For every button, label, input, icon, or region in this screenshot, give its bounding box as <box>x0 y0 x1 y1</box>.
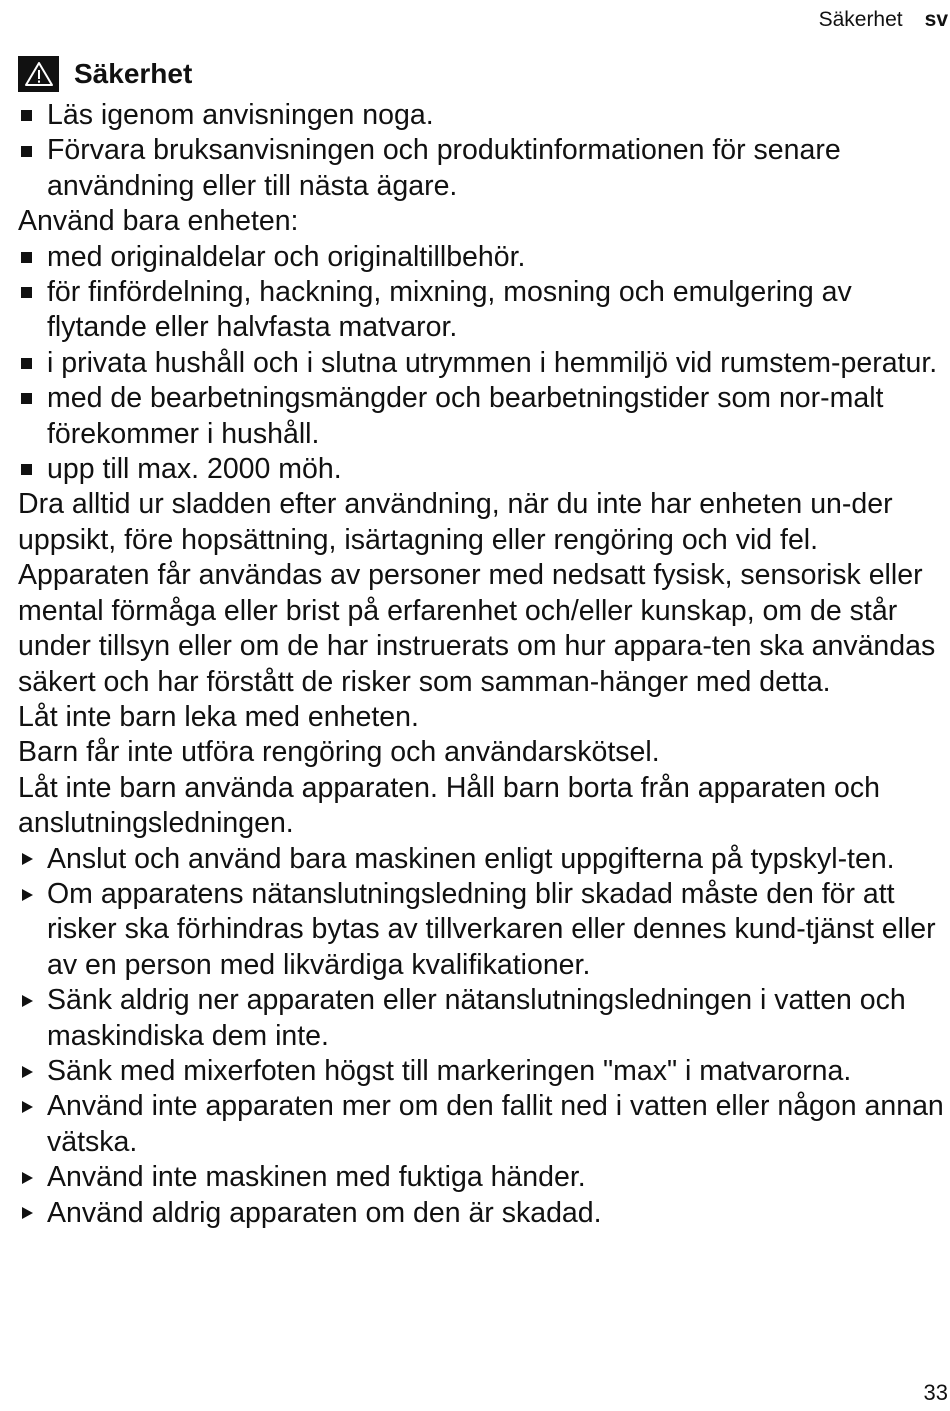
list-item <box>18 381 944 452</box>
instruction-text: Anslut och använd bara maskinen enligt uppgifterna på typskyl-ten. <box>47 842 895 875</box>
paragraph-persons: Apparaten får användas av personer med nedsatt fysisk, sensorisk eller mental förmåga eller brist på erfarenhet och/eller kunskap, om de står under tillsyn eller om de har instruerats om hur appara-ten ska användas säkert och har förstått de risker som samman-hänger med detta. <box>18 559 936 698</box>
list-item <box>18 133 944 204</box>
instruction-text: Använd inte maskinen med fuktiga händer. <box>47 1161 586 1194</box>
page-number: 33 <box>923 1380 948 1405</box>
instruction-item <box>18 877 944 983</box>
triangle-arrow-icon <box>19 1160 39 1195</box>
instruction-text: Om apparatens nätanslutningsledning blir skadad måste den för att risker ska förhindras bytas av tillverkaren eller dennes kund-tjänst eller av en person med likvärdiga kvalifikationer. <box>47 877 936 981</box>
instruction-item <box>18 1089 944 1160</box>
paragraph-children-use: Låt inte barn använda apparaten. Håll barn borta från apparaten och anslutningsledningen. <box>18 771 880 840</box>
list-item-text: Förvara bruksanvisningen och produktinformationen för senare användning eller till nästa ägare. <box>47 134 841 202</box>
section-title: Säkerhet <box>74 58 193 90</box>
intro-bullet-list <box>18 98 944 204</box>
instruction-text: Sänk med mixerfoten högst till markeringen "max" i matvarorna. <box>47 1054 852 1087</box>
warning-triangle-icon <box>18 56 59 92</box>
running-header-lang: sv <box>924 8 948 31</box>
running-header <box>819 6 948 34</box>
section-heading <box>18 56 944 92</box>
square-bullet-icon <box>19 98 39 133</box>
list-item-text: upp till max. 2000 möh. <box>47 453 342 486</box>
triangle-arrow-icon <box>19 1054 39 1089</box>
list-item <box>18 98 944 133</box>
list-item <box>18 240 944 275</box>
triangle-arrow-icon <box>19 1089 39 1124</box>
paragraph-children-play: Låt inte barn leka med enheten. <box>18 700 419 733</box>
paragraph-children-cleaning: Barn får inte utföra rengöring och användarskötsel. <box>18 736 660 769</box>
list-item-text: med de bearbetningsmängder och bearbetningstider som nor-malt förekommer i hushåll. <box>47 382 884 450</box>
list-item-text: för finfördelning, hackning, mixning, mosning och emulgering av flytande eller halvfasta matvaror. <box>47 276 852 344</box>
instruction-item <box>18 1196 944 1231</box>
square-bullet-icon <box>19 240 39 275</box>
use-bullet-list <box>18 240 944 488</box>
square-bullet-icon <box>19 381 39 416</box>
instruction-list <box>18 842 944 1231</box>
square-bullet-icon <box>19 275 39 310</box>
triangle-arrow-icon <box>19 877 39 912</box>
list-item <box>18 452 944 487</box>
instruction-text: Sänk aldrig ner apparaten eller nätanslutningsledningen i vatten och maskindiska dem inte. <box>47 984 906 1052</box>
instruction-item <box>18 1160 944 1195</box>
running-header-section: Säkerhet <box>818 8 903 31</box>
instruction-item <box>18 1054 944 1089</box>
instruction-text: Använd aldrig apparaten om den är skadad. <box>47 1196 602 1229</box>
instruction-item <box>18 983 944 1054</box>
paragraph-unplug: Dra alltid ur sladden efter användning, när du inte har enheten un-der uppsikt, före hopsättning, isärtagning eller rengöring och vid fel. <box>18 488 893 556</box>
list-item <box>18 346 944 381</box>
instruction-text: Använd inte apparaten mer om den fallit ned i vatten eller någon annan vätska. <box>47 1090 944 1158</box>
triangle-arrow-icon <box>19 842 39 877</box>
square-bullet-icon <box>19 452 39 487</box>
use-lead: Använd bara enheten: <box>18 205 299 238</box>
triangle-arrow-icon <box>19 983 39 1018</box>
list-item-text: Läs igenom anvisningen noga. <box>47 99 434 131</box>
safety-section <box>18 56 944 1231</box>
triangle-arrow-icon <box>19 1196 39 1231</box>
instruction-item <box>18 842 944 877</box>
square-bullet-icon <box>19 346 39 381</box>
list-item <box>18 275 944 346</box>
list-item-text: i privata hushåll och i slutna utrymmen i hemmiljö vid rumstem-peratur. <box>47 346 938 379</box>
square-bullet-icon <box>19 133 39 168</box>
list-item-text: med originaldelar och originaltillbehör. <box>47 240 526 273</box>
